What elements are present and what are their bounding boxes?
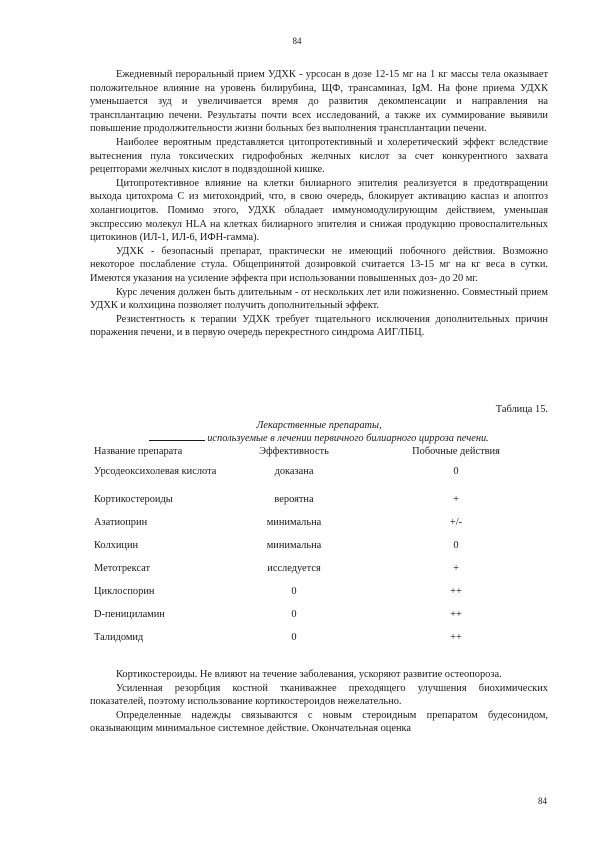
paragraph-budesonide: Определенные надежды связываются с новым стероидным препаратом будесонидом, оказывающим минимальное системное действие. Окончательная оценка	[90, 709, 548, 735]
table-row	[90, 563, 548, 586]
header-side-effects: Побочные действия	[412, 446, 500, 457]
cell-side-effects: ++	[450, 586, 462, 597]
header-drug-name: Название препарата	[94, 446, 183, 457]
cell-drug-name: Талидомид	[94, 632, 144, 643]
cell-drug-name: Колхицин	[94, 540, 139, 551]
paragraph-safety: УДХК - безопасный препарат, практически не имеющий побочного действия. Возможно некоторое послабление стула. Общепринятой дозировкой считается 13-15 мг на кг веса в сутки. Имеются указания на усиление эффекта при использовании повышенных доз- до 20 мг.	[90, 245, 548, 284]
cell-drug-name: Урсодеоксихолевая кислота	[94, 466, 217, 477]
cell-efficacy: минимальна	[266, 517, 322, 528]
paragraph-course: Курс лечения должен быть длительным - от нескольких лет или пожизненно. Совместный прием УДХК и колхицина позволяет получить дополнительный эффект.	[90, 286, 548, 312]
body-text-top	[90, 68, 548, 340]
table-caption-line2-text: используемые в лечении первичного билиарного цирроза печени.	[207, 433, 489, 444]
cell-side-effects: 0	[453, 466, 459, 477]
cell-efficacy: вероятна	[274, 494, 314, 505]
cell-side-effects: ++	[450, 632, 462, 643]
paragraph-resistance: Резистентность к терапии УДХК требует тщательного исключения дополнительных причин поражения печени, и в первую очередь перекрестного синдрома АИГ/ПБЦ.	[90, 313, 548, 339]
paragraph-udca-dose: Ежедневный пероральный прием УДХК - урсосан в дозе 12-15 мг на 1 кг массы тела оказывает положительное влияние на уровень билирубина, ЩФ, трансаминаз, IgM. На фоне приема УДХК уменьшается зуд и увеличивается время до развития декомпенсации и направления на трансплантацию печени. Результаты почти всех исследований, а также их суммирование выявили повышение продолжительности жизни больных без выполнения трансплантации печени.	[90, 69, 548, 135]
table-header	[90, 446, 548, 466]
paragraph-mechanism: Наиболее вероятным представляется цитопротективный и холеретический эффект вследствие вытеснения пула токсических гидрофобных желчных кислот за счет конкурентного захвата рецепторами желчных кислот в подвздошной кишке.	[90, 136, 548, 176]
table-row	[90, 540, 548, 563]
paragraph-cytoprotection: Цитопротективное влияние на клетки билиарного эпителия реализуется в предотвращении выхода цитохрома С из митохондрий, что, в свою очередь, блокирует активацию каспаз и апоптоз холангиоцитов. Помимо этого, УДХК обладает иммуномодулирующим действием, уменьшая экспрессию молекул HLA на клетках билиарного эпителия и снижая продукцию провоспалительных цитокинов (ИЛ-1, ИЛ-6, ИФН-гамма).	[90, 177, 548, 244]
header-efficacy: Эффективность	[259, 446, 329, 457]
table-row	[90, 609, 548, 632]
table-row	[90, 466, 548, 494]
table-caption-line1: Лекарственные препараты,	[256, 420, 382, 431]
paragraph-bone-resorption: Усиленная резорбция костной тканиважнее преходящего улучшения биохимических показателей, поэтому использование кортикостероидов нежелательно.	[90, 682, 548, 708]
cell-side-effects: +	[453, 494, 459, 505]
cell-side-effects: 0	[453, 540, 459, 551]
cell-efficacy: доказана	[274, 466, 314, 477]
table-row	[90, 517, 548, 540]
cell-efficacy: 0	[291, 632, 297, 643]
cell-efficacy: минимальна	[266, 540, 322, 551]
table-row	[90, 586, 548, 609]
cell-side-effects: +	[453, 563, 459, 574]
cell-efficacy: 0	[291, 586, 297, 597]
cell-efficacy: 0	[291, 609, 297, 620]
cell-side-effects: +/-	[449, 517, 463, 528]
page-number-top: 84	[292, 36, 302, 46]
cell-efficacy: исследуется	[267, 563, 321, 574]
drug-table	[90, 446, 548, 655]
table-row	[90, 632, 548, 655]
paragraph-corticosteroids: Кортикостероиды. Не влияют на течение заболевания, ускоряют развитие остеопороза.	[116, 669, 502, 680]
cell-drug-name: Кортикостероиды	[94, 494, 173, 505]
cell-drug-name: Азатиоприн	[94, 517, 148, 528]
cell-drug-name: Метотрексат	[94, 563, 151, 574]
body-text-bottom	[90, 668, 548, 736]
cell-drug-name: D-пенициламин	[94, 609, 165, 620]
page-number-bottom: 84	[538, 796, 547, 806]
caption-rule	[149, 440, 205, 441]
cell-drug-name: Циклоспорин	[94, 586, 155, 597]
cell-side-effects: ++	[450, 609, 462, 620]
table-row	[90, 494, 548, 517]
table-caption-line2	[90, 432, 548, 445]
table-label: Таблица 15.	[495, 404, 548, 415]
table-caption	[90, 419, 548, 445]
